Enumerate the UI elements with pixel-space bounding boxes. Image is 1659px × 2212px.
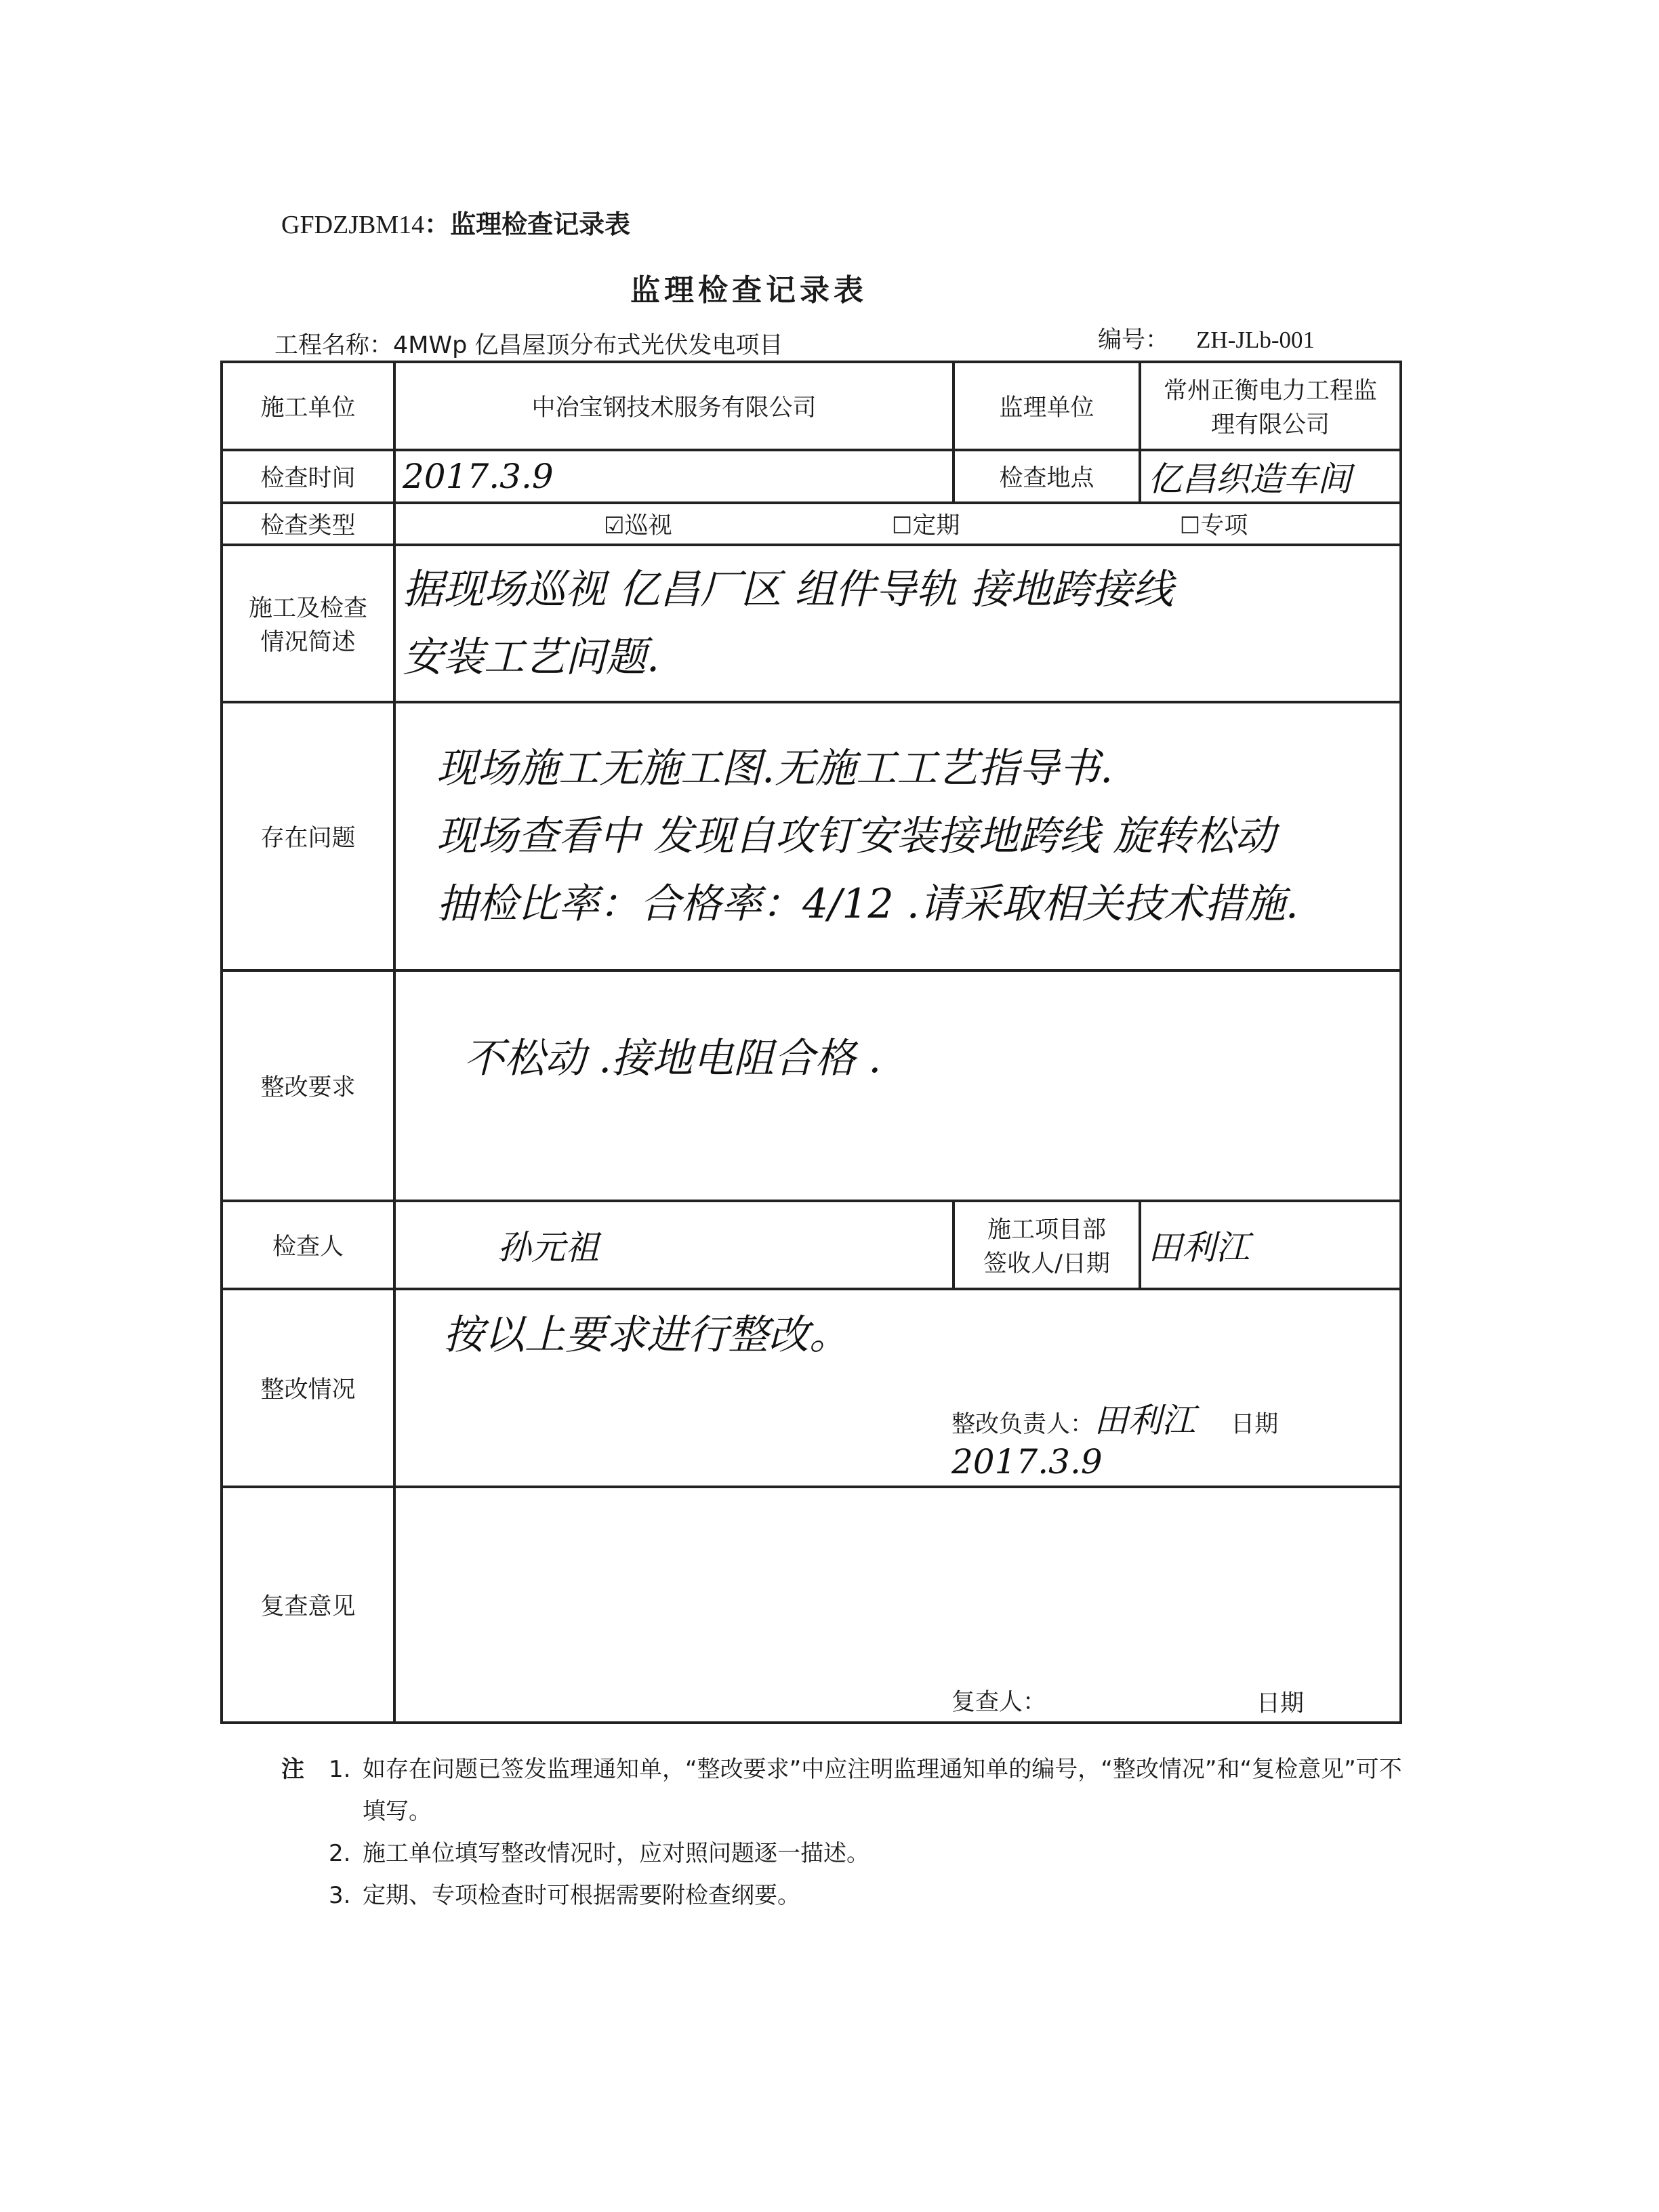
row-inspector: [222, 1201, 1401, 1289]
notes-prefix: 注: [281, 1756, 304, 1783]
issues-line-3: 抽检比率：合格率：4/12 .请采取相关技术措施.: [436, 880, 1298, 928]
inspection-time-value: 2017.3.9: [394, 450, 954, 503]
inspector-label: 检查人: [222, 1201, 394, 1289]
row-type: [222, 503, 1401, 545]
document-code-latin: GFDZJBM14: [281, 211, 425, 239]
supervision-unit-line1: 常州正衡电力工程监: [1163, 377, 1377, 405]
construction-unit-label: 施工单位: [222, 362, 394, 450]
note-number: 3.: [329, 1882, 351, 1909]
type-regular-label: 定期: [912, 512, 960, 539]
checkbox-icon[interactable]: ☐: [891, 512, 913, 539]
inspection-type-label: 检查类型: [222, 503, 394, 545]
document-code: [281, 203, 630, 241]
summary-label: [222, 545, 394, 702]
receiver-label-line1: 施工项目部: [987, 1216, 1106, 1244]
summary-label-line1: 施工及检查: [248, 595, 367, 622]
type-regular-option[interactable]: [892, 507, 960, 541]
checked-checkbox-icon[interactable]: ☑: [604, 512, 625, 539]
summary-line-1: 据现场巡视 亿昌厂区 组件导轨 接地跨接线: [403, 566, 1174, 613]
issues-line-1: 现场施工无施工图.无施工工艺指导书.: [436, 745, 1113, 792]
number-value: ZH-JLb-001: [1196, 327, 1315, 353]
inspection-record-table: [220, 361, 1402, 1724]
page-title: 监理检查记录表: [630, 273, 867, 308]
row-summary: [222, 545, 1401, 702]
rectify-status-value: 按以上要求进行整改。: [443, 1311, 850, 1359]
supervision-unit-label: 监理单位: [954, 362, 1140, 450]
row-time-place: [222, 450, 1401, 503]
review-cell: [394, 1487, 1401, 1723]
row-rectify-requirement: [222, 970, 1401, 1201]
type-special-label: 专项: [1200, 512, 1248, 539]
note-text: 施工单位填写整改情况时，应对照问题逐一描述。: [363, 1840, 869, 1867]
note-item: [281, 1748, 1420, 1832]
document-code-title: ：监理检查记录表: [424, 209, 631, 239]
review-date-label: 日期: [1256, 1690, 1305, 1717]
note-number: 2.: [329, 1840, 351, 1867]
note-text: 如存在问题已签发监理通知单，“整改要求”中应注明监理通知单的编号，“整改情况”和“复检意见”可不填写。: [363, 1756, 1402, 1825]
number-label: 编号：: [1098, 327, 1170, 354]
row-issues: [222, 702, 1401, 970]
row-rectify-status: [222, 1289, 1401, 1487]
row-review: [222, 1487, 1401, 1723]
receiver-label: [954, 1201, 1140, 1289]
supervision-unit-value: [1140, 362, 1401, 450]
notes: [281, 1748, 1420, 1917]
rectify-requirement-value: 不松动 .接地电阻合格 .: [394, 970, 1401, 1201]
receiver-value: 田利江: [1140, 1201, 1401, 1289]
issues-line-2: 现场查看中 发现自攻钉安装接地跨线 旋转松动: [436, 813, 1276, 860]
responsible-value: 田利江: [1094, 1401, 1196, 1440]
issues-label: 存在问题: [222, 702, 394, 970]
summary-label-line2: 情况简述: [260, 629, 356, 656]
note-item: [281, 1875, 1420, 1917]
inspection-type-options: [394, 503, 1401, 545]
type-patrol-label: 巡视: [624, 512, 672, 539]
type-patrol-option[interactable]: [604, 507, 672, 541]
summary-line-2: 安装工艺问题.: [403, 634, 660, 681]
checkbox-icon[interactable]: ☐: [1179, 512, 1201, 539]
note-text: 定期、专项检查时可根据需要附检查纲要。: [363, 1882, 800, 1909]
issues-value: [394, 702, 1401, 970]
responsible-label: 整改负责人：: [951, 1411, 1094, 1438]
construction-unit-value: 中冶宝钢技术服务有限公司: [394, 362, 954, 450]
review-label: 复查意见: [222, 1487, 394, 1723]
note-number: 1.: [329, 1756, 351, 1783]
rectify-requirement-label: 整改要求: [222, 970, 394, 1201]
responsible-sign: [951, 1393, 1399, 1481]
project-line: [274, 327, 783, 361]
rectify-status-cell: [394, 1289, 1401, 1487]
row-units: [222, 362, 1401, 450]
project-name: 4MWp 亿昌屋顶分布式光伏发电项目: [393, 332, 783, 359]
inspection-place-label: 检查地点: [954, 450, 1140, 503]
number-line: [1098, 321, 1315, 355]
project-label: 工程名称：: [274, 332, 394, 359]
inspector-value: 孙元祖: [394, 1201, 954, 1289]
responsible-date-value: 2017.3.9: [951, 1442, 1103, 1481]
type-special-option[interactable]: [1180, 507, 1248, 541]
summary-value: [394, 545, 1401, 702]
inspection-time-label: 检查时间: [222, 450, 394, 503]
supervision-unit-line2: 理有限公司: [1210, 411, 1330, 438]
reviewer-label: 复查人：: [951, 1689, 1047, 1716]
inspection-place-value: 亿昌织造车间: [1140, 450, 1401, 503]
receiver-label-line2: 签收人/日期: [983, 1250, 1110, 1277]
responsible-date-label: 日期: [1231, 1411, 1279, 1438]
rectify-status-label: 整改情况: [222, 1289, 394, 1487]
note-item: [281, 1832, 1420, 1875]
